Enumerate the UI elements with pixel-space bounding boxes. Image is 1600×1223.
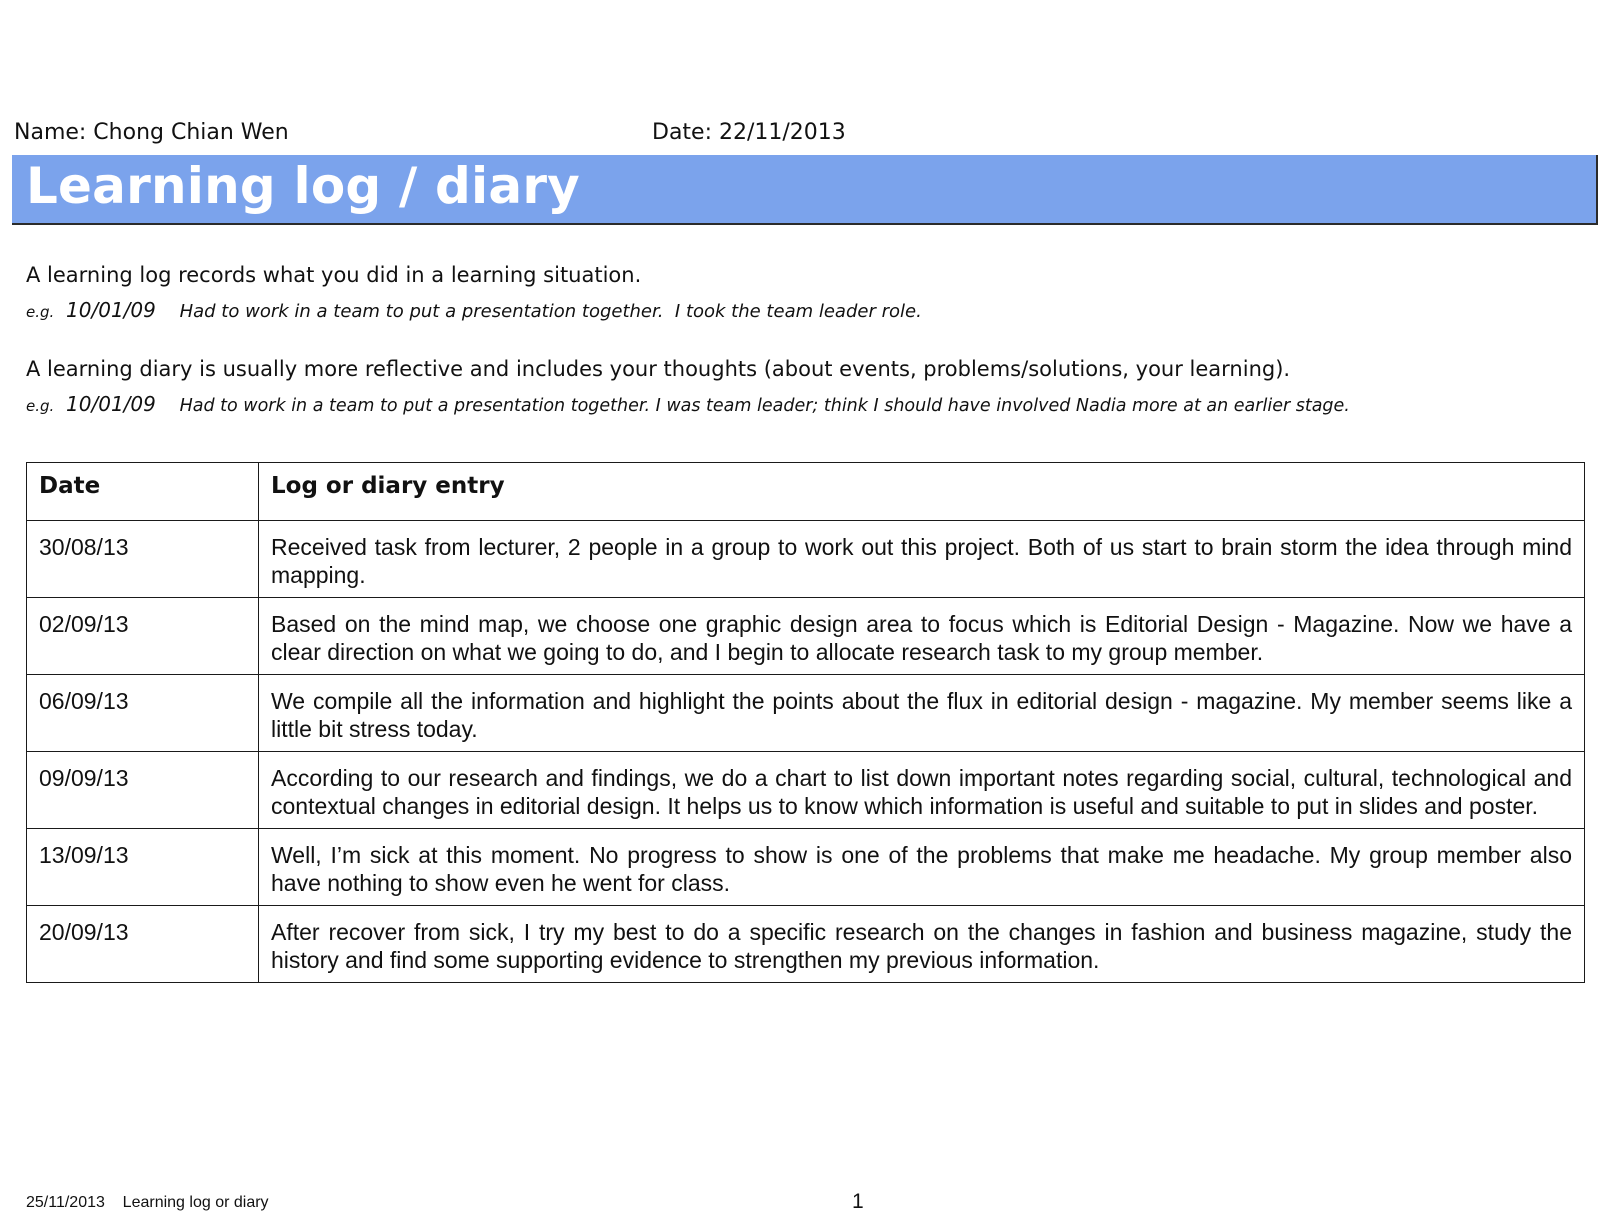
title-banner xyxy=(12,155,1598,225)
row-entry: We compile all the information and highlight the points about the flux in editorial design - magazine. My member seems like a little bit stress today. xyxy=(259,675,1585,752)
log-example xyxy=(26,298,922,322)
table-row xyxy=(27,675,1585,752)
diary-example-date: 10/01/09 xyxy=(66,392,156,416)
diary-example-text: Had to work in a team to put a presentation together. I was team leader; think I should have involved Nadia more at an earlier stage. xyxy=(179,396,1350,416)
log-example-text: Had to work in a team to put a presentation together. I took the team leader role. xyxy=(179,301,922,322)
table-row xyxy=(27,598,1585,675)
row-entry: Received task from lecturer, 2 people in a group to work out this project. Both of us start to brain storm the idea through mind mapping. xyxy=(259,521,1585,598)
table-row xyxy=(27,829,1585,906)
row-entry: Well, I’m sick at this moment. No progress to show is one of the problems that make me headache. My group member also have nothing to show even he went for class. xyxy=(259,829,1585,906)
row-date: 02/09/13 xyxy=(27,598,259,675)
diary-example xyxy=(26,392,1350,416)
table-header-row xyxy=(27,463,1585,521)
row-date: 13/09/13 xyxy=(27,829,259,906)
footer-date: 25/11/2013 xyxy=(26,1194,105,1211)
log-definition: A learning log records what you did in a learning situation. xyxy=(26,263,642,287)
page-number: 1 xyxy=(852,1190,864,1213)
log-example-prefix: e.g. xyxy=(26,303,55,321)
header-entry: Log or diary entry xyxy=(259,463,1585,521)
row-entry: Based on the mind map, we choose one graphic design area to focus which is Editorial Design - Magazine. Now we have a clear direction on what we going to do, and I begin to allocate research task to my group member. xyxy=(259,598,1585,675)
footer-doc-title: Learning log or diary xyxy=(122,1194,269,1211)
table-row xyxy=(27,906,1585,983)
footer-info xyxy=(26,1194,269,1212)
page-title: Learning log / diary xyxy=(26,157,580,215)
row-date: 06/09/13 xyxy=(27,675,259,752)
log-table xyxy=(26,462,1585,983)
diary-definition: A learning diary is usually more reflective and includes your thoughts (about events, problems/solutions, your learning). xyxy=(26,357,1291,381)
header-date: Date xyxy=(27,463,259,521)
row-entry: After recover from sick, I try my best to do a specific research on the changes in fashion and business magazine, study the history and find some supporting evidence to strengthen my previous information. xyxy=(259,906,1585,983)
row-date: 30/08/13 xyxy=(27,521,259,598)
log-example-date: 10/01/09 xyxy=(66,298,156,322)
table-row xyxy=(27,521,1585,598)
diary-example-prefix: e.g. xyxy=(26,397,55,415)
document-date: Date: 22/11/2013 xyxy=(652,120,846,145)
table-row xyxy=(27,752,1585,829)
row-entry: According to our research and findings, we do a chart to list down important notes regarding social, cultural, technological and contextual changes in editorial design. It helps us to know which information is useful and suitable to put in slides and poster. xyxy=(259,752,1585,829)
student-name: Name: Chong Chian Wen xyxy=(14,120,289,145)
row-date: 09/09/13 xyxy=(27,752,259,829)
row-date: 20/09/13 xyxy=(27,906,259,983)
